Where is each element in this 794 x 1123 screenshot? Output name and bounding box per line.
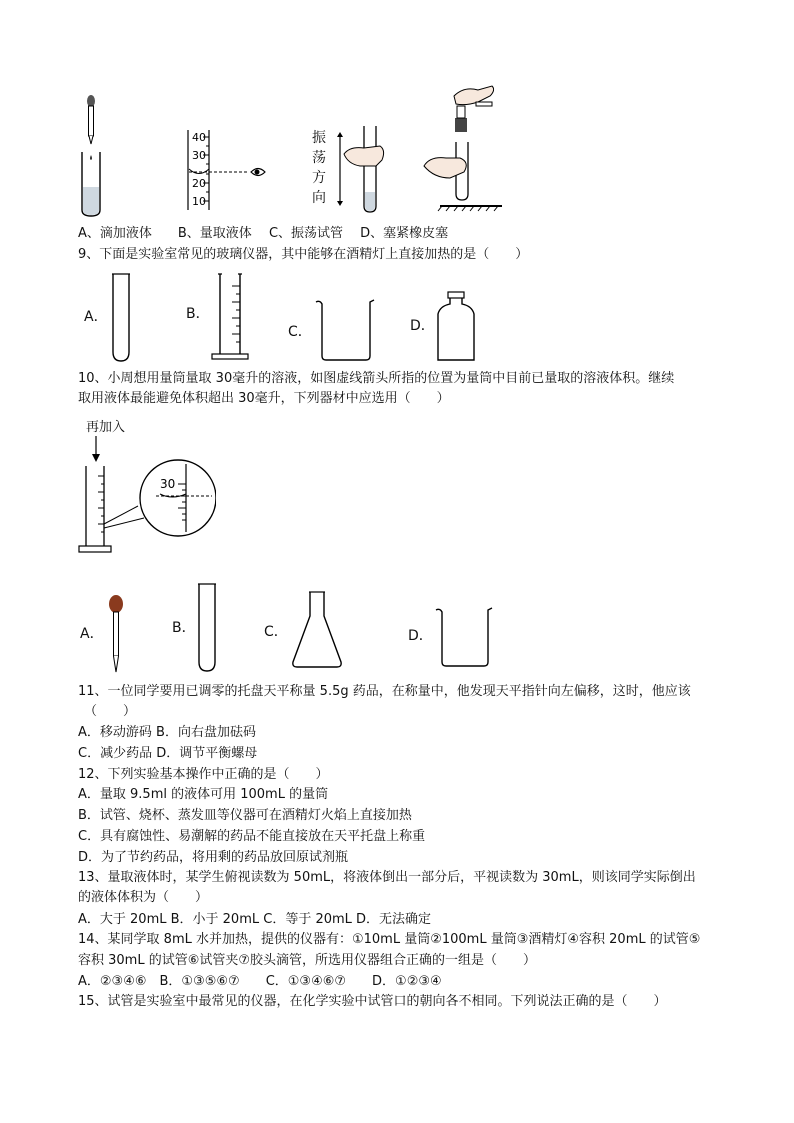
q10-stem-line1: 10、小周想用量筒量取 30毫升的溶液，如图虚线箭头所指的位置为量筒中目前已量取的溶液体积。继续 xyxy=(78,371,675,386)
beaker-icon xyxy=(314,296,378,362)
q11-stem-line2: （ ） xyxy=(84,704,137,719)
reading-cylinder-figure xyxy=(185,128,267,214)
shaking-test-tube-figure xyxy=(330,124,390,216)
dropper-icon xyxy=(106,592,126,676)
scale-tick-label: 20 xyxy=(192,177,206,190)
scale-tick-label: 10 xyxy=(192,195,206,208)
q15-stem: 15、试管是实验室中最常见的仪器，在化学实验中试管口的朝向各不相同。下列说法正确的是（ ） xyxy=(78,994,667,1009)
q14-stem-line1: 14、某同学取 8mL 水并加热，提供的仪器有：①10mL 量筒②100mL 量筒③酒精灯④容积 20mL 的试管⑤ xyxy=(78,932,701,947)
measuring-cylinder-icon xyxy=(210,272,250,362)
q13-stem-line2: 的液体体积为（ ） xyxy=(78,890,209,905)
q9-option-c-label: C． xyxy=(288,324,312,340)
test-tube-icon xyxy=(196,582,218,674)
q9-option-d-label: D． xyxy=(410,318,435,334)
q10-option-d-label: D． xyxy=(408,628,433,644)
conical-flask-icon xyxy=(290,590,344,670)
q11-options-cd: C．减少药品 D．调节平衡螺母 xyxy=(78,746,258,761)
add-more-label: 再加入 xyxy=(86,420,126,435)
dropper-adding-liquid-figure xyxy=(78,92,108,218)
q10-stem-line2: 取用液体最能避免体积超出 30毫升，下列器材中应选用（ ） xyxy=(78,391,450,406)
q9-option-b-label: B． xyxy=(186,306,210,322)
q12-stem: 12、下列实验基本操作中正确的是（ ） xyxy=(78,767,329,782)
scale-tick-label: 30 xyxy=(192,149,206,162)
q11-options-ab: A．移动游码 B．向右盘加砝码 xyxy=(78,725,256,740)
q12-option-b: B．试管、烧杯、蒸发皿等仪器可在酒精灯火焰上直接加热 xyxy=(78,808,412,823)
beaker-icon xyxy=(434,604,496,668)
q13-options: A．大于 20mL B．小于 20mL C．等于 20mL D．无法确定 xyxy=(78,912,432,927)
shake-direction-label: 振 荡 方 向 xyxy=(312,130,326,206)
q10-option-b-label: B． xyxy=(172,620,196,636)
q9-option-a-label: A． xyxy=(84,309,108,325)
q12-option-d: D．为了节约药品，将用剩的药品放回原试剂瓶 xyxy=(78,850,349,865)
q14-stem-line2: 容积 30mL 的试管⑥试管夹⑦胶头滴管，所选用仪器组合正确的一组是（ ） xyxy=(78,953,537,968)
scale-tick-label: 40 xyxy=(192,131,206,144)
q12-option-c: C．具有腐蚀性、易潮解的药品不能直接放在天平托盘上称重 xyxy=(78,829,426,844)
q9-stem: 9、下面是实验室常见的玻璃仪器，其中能够在酒精灯上直接加热的是（ ） xyxy=(78,247,529,262)
q13-stem-line1: 13、量取液体时，某学生俯视读数为 50mL，将液体倒出一部分后，平视读数为 30mL，则该同学实际倒出 xyxy=(78,870,696,885)
stopper-insertion-figure xyxy=(420,80,502,212)
q10-option-a-label: A． xyxy=(80,626,104,642)
mark-30-label: 30 xyxy=(160,477,176,491)
q11-stem-line1: 11、一位同学要用已调零的托盘天平称量 5.5g 药品，在称量中，他发现天平指针向左偏移，这时，他应该 xyxy=(78,684,691,699)
q14-options: A．②③④⑥ B．①③⑤⑥⑦ C．①③④⑥⑦ D．①②③④ xyxy=(78,974,442,989)
q10-option-c-label: C． xyxy=(264,624,288,640)
reagent-bottle-icon xyxy=(436,290,476,364)
cylinder-reading-figure xyxy=(76,436,216,556)
q12-option-a: A．量取 9.5ml 的液体可用 100mL 的量筒 xyxy=(78,787,329,802)
q8-options: A、滴加液体 B、量取液体 C、振荡试管 D、塞紧橡皮塞 xyxy=(78,226,449,241)
test-tube-icon xyxy=(110,272,132,364)
